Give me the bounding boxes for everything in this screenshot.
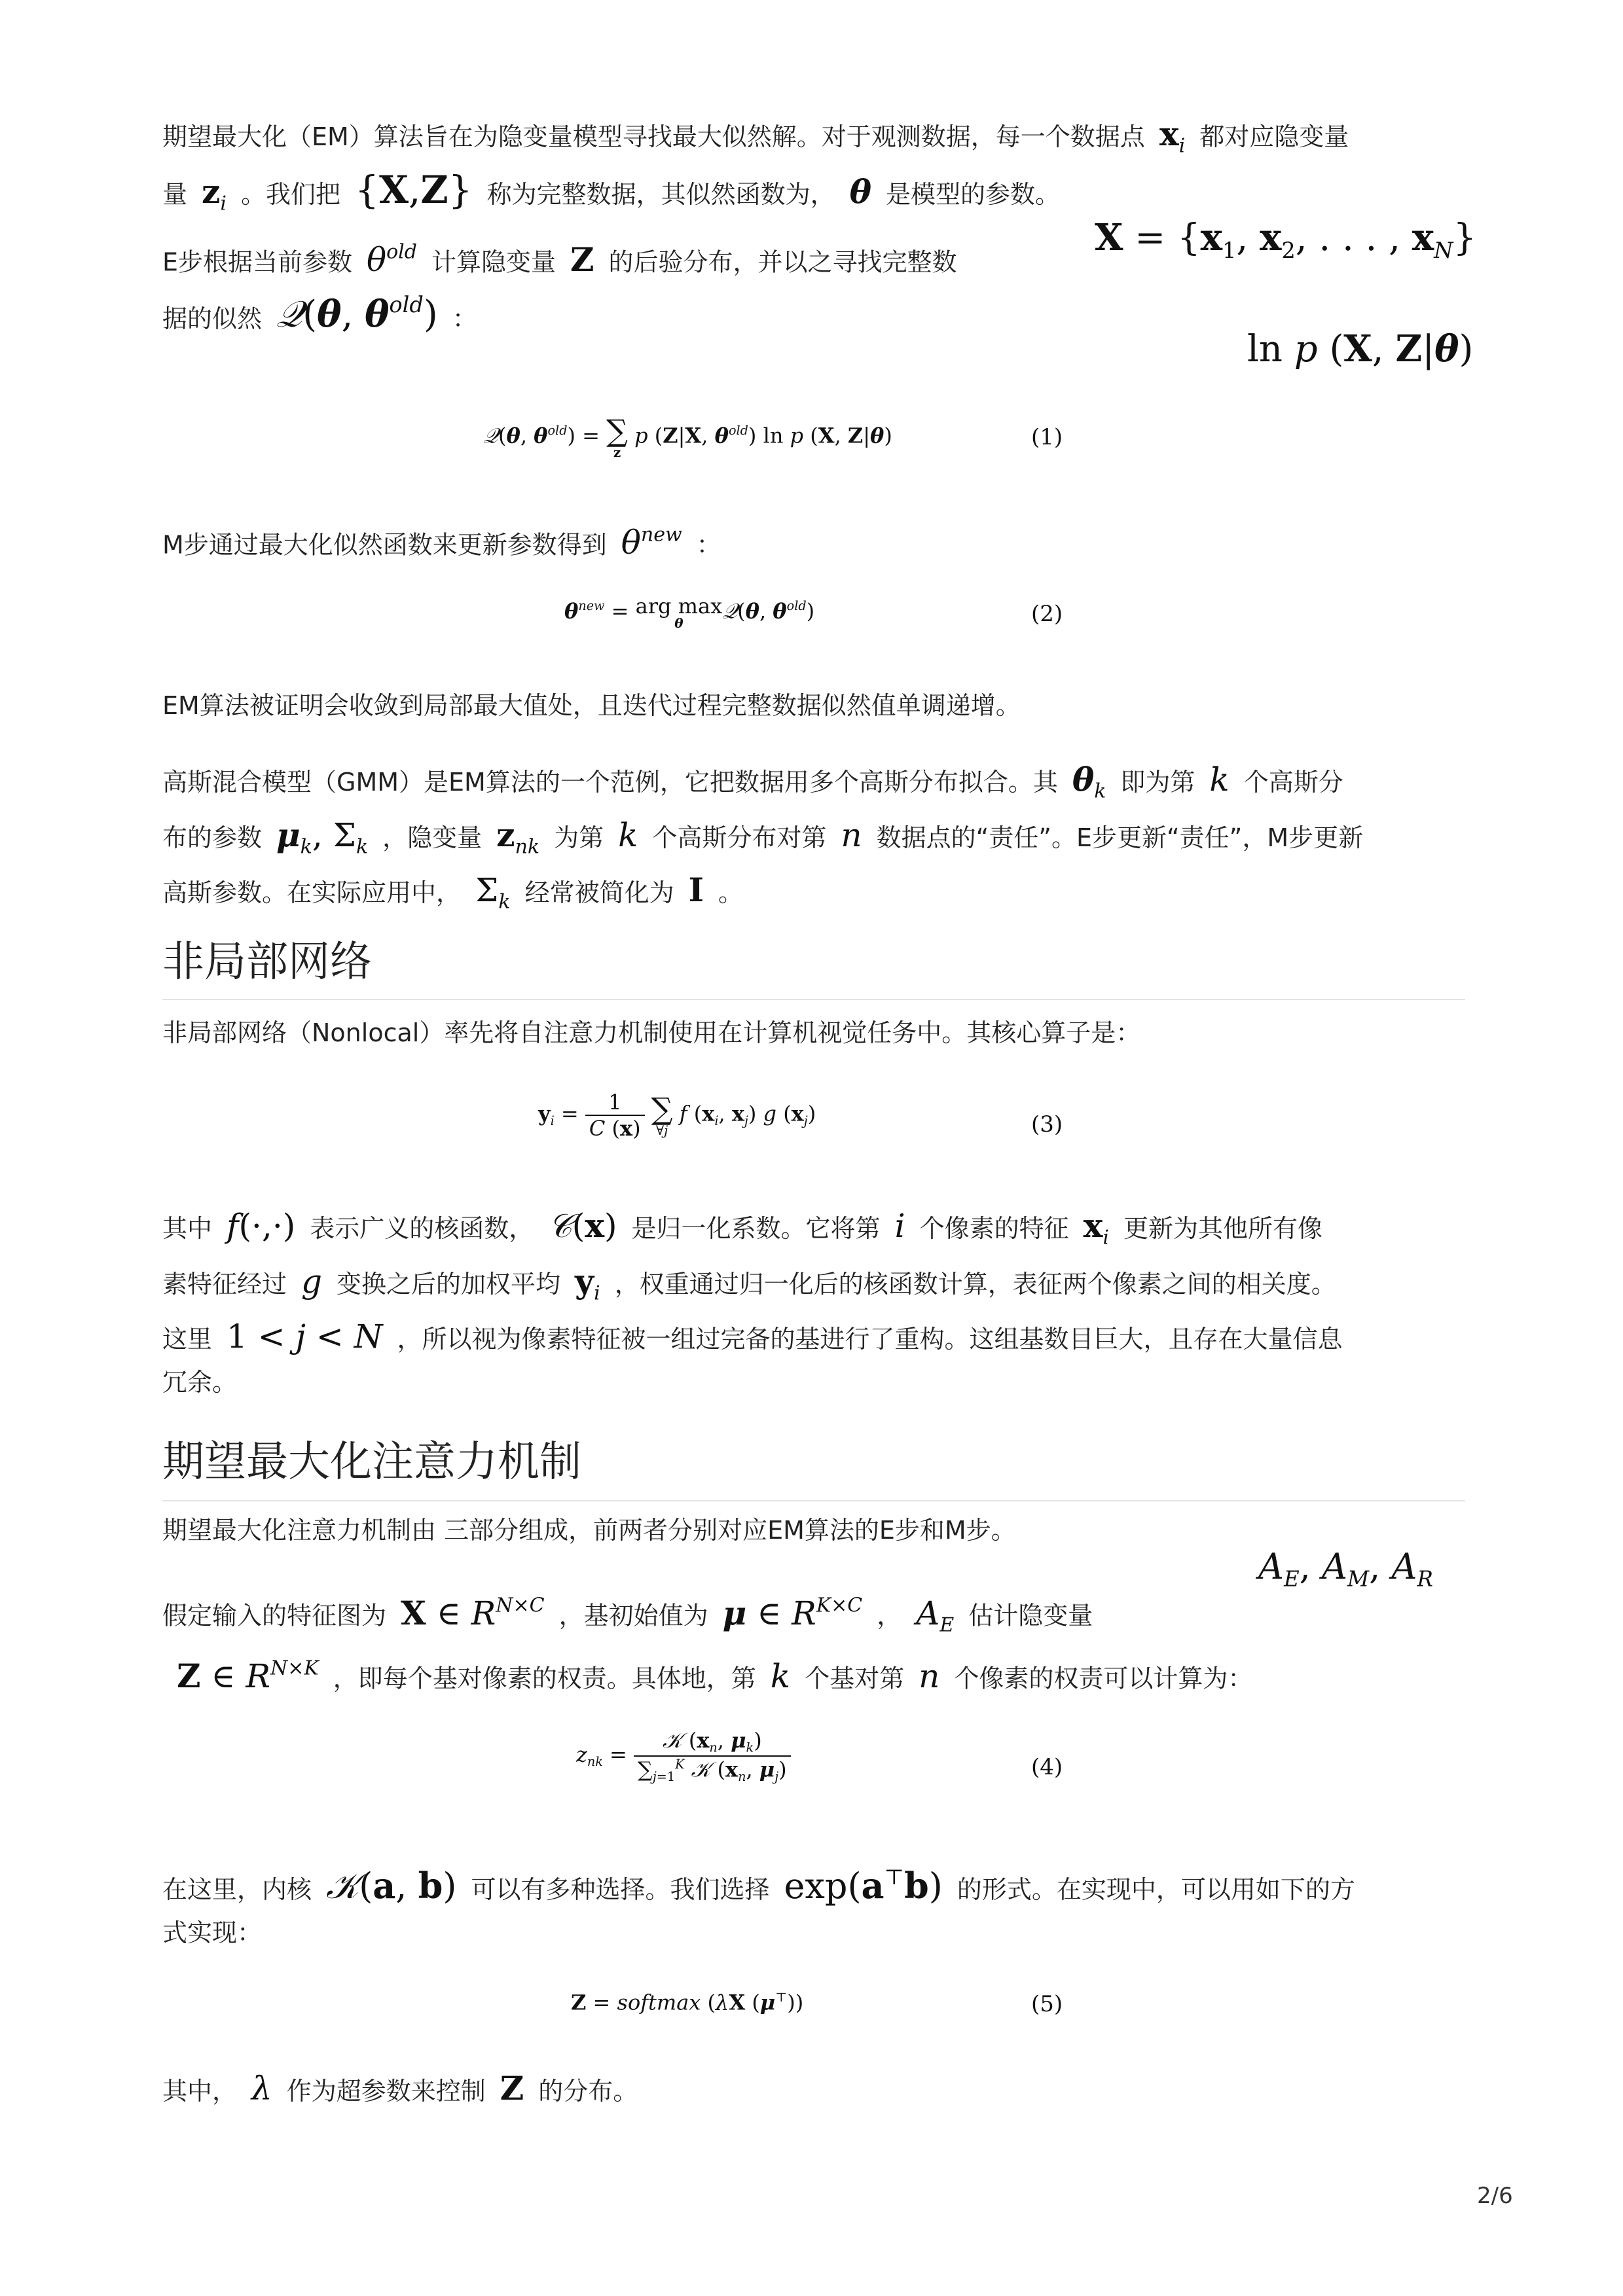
equation-number-3: (3) (1031, 1111, 1063, 1138)
lambda-paragraph: 其中， λ 作为超参数来控制 Z 的分布。 (162, 2069, 638, 2108)
math-complete-data-set: {X,Z} (355, 167, 473, 212)
gmm-paragraph: 高斯混合模型（GMM）是EM算法的一个范例，它把数据用多个高斯分布拟合。其 $\theta_k$ 即为第 k 个高斯分 布的参数 $\mu_k$, $\Sigma_k$ ，隐变量 $z_{nk}$ 为第 k 个高斯分布对第 n 数据点的“责任”。E步更新“责任”，M步更新 高斯参数。在实际应用中， $\Sigma_k$ 经常被简化为 I 。 (162, 760, 1364, 914)
math-z-nk: $z_{nk}$ (496, 815, 540, 858)
math-float-dataset-X: $X = \{x_1$, $x_2$, . . . , $x_N$} (1095, 216, 1477, 263)
math-zi: $z_i$ (202, 171, 227, 215)
math-lambda: λ (251, 2070, 272, 2108)
math-Q-theta-theta-old: 𝒬(θ, $\theta^{old}$) (276, 292, 438, 336)
math-k: k (618, 816, 638, 854)
em-intro-paragraph: 期望最大化（EM）算法旨在为隐变量模型寻找最大似然解。对于观测数据，每一个数据点 $x_i$ 都对应隐变量 量 $z_i$ 。我们把 {X,Z} 称为完整数据，其似然函数为， θ 是模型的参数。 (162, 115, 1349, 215)
equation-5: Z = softmax (λX (μ⊤)) (571, 1990, 804, 2015)
math-theta: θ (849, 171, 872, 211)
math-xi: $x_i$ (1159, 115, 1186, 158)
math-exp-ab: exp(a⊤b) (784, 1865, 943, 1907)
kernel-paragraph: 在这里，内核 𝒦(a, b) 可以有多种选择。我们选择 exp(a⊤b) 的形式。在实现中，可以用如下的方 式实现： (162, 1865, 1355, 1948)
section-heading-ema: 期望最大化注意力机制 (162, 1438, 581, 1486)
math-mu-sigma-k: $\mu_k$, $\Sigma_k$ (276, 815, 369, 858)
math-Z: Z (500, 2069, 524, 2108)
math-identity-I: I (688, 870, 704, 909)
math-sigma-k: $\Sigma_k$ (475, 871, 511, 914)
equation-number-5: (5) (1031, 1991, 1063, 2017)
equation-number-4: (4) (1031, 1754, 1063, 1780)
math-float-log-likelihood: ln p (X, Z|θ) (1247, 327, 1474, 370)
math-k: k (1209, 761, 1230, 798)
math-C-x: 𝒞(x) (548, 1206, 617, 1245)
math-j-range: 1 < j < N (227, 1318, 383, 1355)
math-g: g (301, 1262, 323, 1300)
math-i: i (894, 1207, 905, 1245)
nonlocal-intro-paragraph: 非局部网络（Nonlocal）率先将自注意力机制使用在计算机视觉任务中。其核心算子是： (162, 1018, 1141, 1047)
math-n: n (841, 816, 862, 854)
equation-number-1: (1) (1031, 424, 1063, 450)
math-theta-k: $\theta_k$ (1072, 760, 1106, 803)
math-X-in-R: X ∈ $R^{N\times C}$ (401, 1593, 545, 1632)
page-number: 2/6 (1477, 2183, 1513, 2209)
heading-divider (162, 1500, 1465, 1501)
math-theta-new: $\theta^{new}$ (621, 523, 682, 562)
math-AE: $A_E$ (916, 1594, 955, 1636)
heading-divider (162, 999, 1465, 1000)
ema-intro-paragraph: 期望最大化注意力机制由 三部分组成，前两者分别对应EM算法的E步和M步。 (162, 1516, 1016, 1545)
math-K-ab: 𝒦(a, b) (326, 1865, 457, 1907)
mstep-paragraph: M步通过最大化似然函数来更新参数得到 $\theta^{new}$ ： (162, 523, 721, 562)
ema-assumption-paragraph: 假定输入的特征图为 X ∈ $R^{N\times C}$ ，基初始值为 μ ∈ $R^{K\times C}$ ， $A_E$ 估计隐变量 Z ∈ $R^{N\times K}$ ，即每个基对像素的权责。具体地，第 k 个基对第 n 个像素的权责可以计算为： (162, 1593, 1253, 1695)
section-heading-nonlocal: 非局部网络 (162, 938, 372, 986)
equation-4: $z_{nk}$ = $\frac{𝒦 (x_n, \mu_k)}{\sum_{j=1}^K 𝒦 (x_n, \mu_j)}$ (576, 1728, 791, 1784)
equation-1: 𝒬(θ, $\theta^{old}$) = ∑ z p (Z|X, $\theta^{old}$) ln p (X, Z|θ) (483, 413, 892, 460)
math-f-kernel: f(·,·) (227, 1207, 296, 1245)
estep-paragraph: E步根据当前参数 $\theta^{old}$ 计算隐变量 Z 的后验分布，并以之寻找完整数 据的似然 𝒬(θ, $\theta^{old}$) ： (162, 240, 957, 336)
equation-2: $\theta^{new}$ = arg max θ 𝒬(θ, $\theta^{old}$) (564, 594, 815, 631)
equation-number-2: (2) (1031, 601, 1063, 627)
math-Z-in-R: Z ∈ $R^{N\times K}$ (177, 1656, 319, 1695)
math-float-AE-AM-AR: $A_E$, $A_M$, $A_R$ (1258, 1546, 1433, 1592)
math-mu-in-R: μ ∈ $R^{K\times C}$ (722, 1593, 863, 1632)
math-theta-old: $\theta^{old}$ (367, 240, 417, 279)
equation-3: $y_i$ = $\frac{1}{C (x)}$ ∑ ∀j f ($x_i$, $x_j$) g $(x_j)$ (538, 1090, 816, 1141)
em-convergence-paragraph: EM算法被证明会收敛到局部最大值处，且迭代过程完整数据似然值单调递增。 (162, 691, 1021, 720)
math-xi: $x_i$ (1083, 1206, 1109, 1249)
math-Z: Z (570, 240, 594, 279)
math-n: n (919, 1657, 940, 1695)
math-yi: $y_i$ (575, 1261, 600, 1304)
math-k: k (770, 1657, 791, 1695)
nonlocal-explanation-paragraph: 其中 f(·,·) 表示广义的核函数， 𝒞(x) 是归一化系数。它将第 i 个像素的特征 $x_i$ 更新为其他所有像 素特征经过 g 变换之后的加权平均 $y_i$ ，权重通过归一化后的核函数计算，表征两个像素之间的相关度。 这里 1 < j < N ，所以视为像素特征被一组过完备的基进行了重构。这组基数目巨大，且存在大量信息 冗余。 (162, 1206, 1343, 1397)
